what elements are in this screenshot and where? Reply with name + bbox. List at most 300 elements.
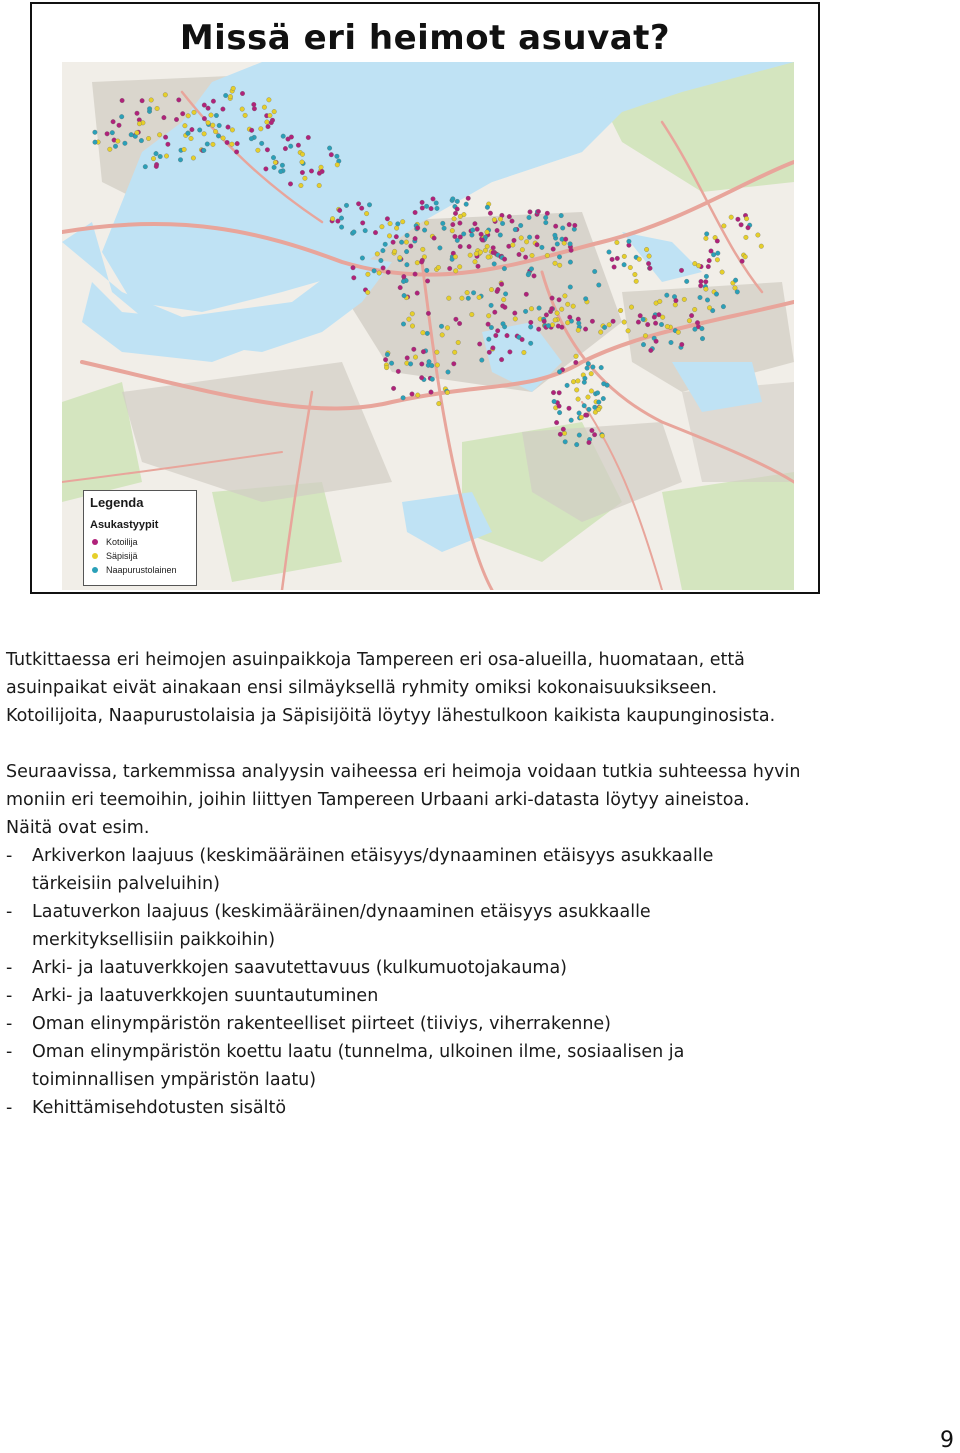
resident-dot: [157, 133, 162, 138]
resident-dot: [147, 107, 152, 112]
resident-dot: [591, 365, 596, 370]
resident-dot: [300, 160, 305, 165]
resident-dot: [550, 323, 555, 328]
resident-dot: [228, 94, 233, 99]
resident-dot: [105, 132, 110, 137]
resident-dot: [421, 349, 426, 354]
resident-dot: [545, 211, 550, 216]
resident-dot: [524, 292, 529, 297]
resident-dot: [487, 337, 492, 342]
resident-dot: [507, 214, 512, 219]
paragraph-2-line: Näitä ovat esim.: [6, 818, 150, 838]
resident-dot: [135, 130, 140, 135]
resident-dot: [430, 377, 435, 382]
resident-dot: [475, 227, 480, 232]
resident-dot: [155, 106, 160, 111]
resident-dot: [392, 249, 397, 254]
resident-dot: [470, 233, 475, 238]
resident-dot: [715, 239, 720, 244]
resident-dot: [495, 329, 500, 334]
resident-dot: [262, 105, 267, 110]
resident-dot: [597, 400, 602, 405]
map-legend: [83, 490, 197, 586]
resident-dot: [458, 244, 463, 249]
paragraph-2-line: Seuraavissa, tarkemmissa analyysin vaiheessa eri heimoja voidaan tutkia suhteessa hyvin: [6, 762, 801, 782]
resident-dot: [720, 270, 725, 275]
resident-dot: [556, 324, 561, 329]
resident-dot: [523, 255, 528, 260]
resident-dot: [576, 317, 581, 322]
resident-dot: [557, 404, 562, 409]
resident-dot: [202, 148, 207, 153]
resident-dot: [601, 382, 606, 387]
resident-dot: [441, 221, 446, 226]
resident-dot: [553, 318, 558, 323]
resident-dot: [544, 220, 549, 225]
resident-dot: [665, 293, 670, 298]
resident-dot: [303, 176, 308, 181]
resident-dot: [336, 219, 341, 224]
resident-dot: [458, 214, 463, 219]
resident-dot: [638, 313, 643, 318]
resident-dot: [413, 272, 418, 277]
resident-dot: [405, 356, 410, 361]
resident-dot: [466, 196, 471, 201]
legend-subtitle: Asukastyypit: [90, 519, 159, 531]
resident-dot: [319, 165, 324, 170]
resident-dot: [137, 121, 142, 126]
resident-dot: [452, 362, 457, 367]
resident-dot: [687, 318, 692, 323]
resident-dot: [280, 163, 285, 168]
resident-dot: [206, 106, 211, 111]
resident-dot: [676, 330, 681, 335]
resident-dot: [442, 226, 447, 231]
resident-dot: [585, 366, 590, 371]
resident-dot: [470, 228, 475, 233]
resident-dot: [554, 420, 559, 425]
resident-dot: [213, 129, 218, 134]
resident-dot: [93, 130, 98, 135]
resident-dot: [111, 119, 116, 124]
resident-dot: [154, 151, 159, 156]
resident-dot: [586, 395, 591, 400]
resident-dot: [498, 217, 503, 222]
resident-dot: [618, 308, 623, 313]
resident-dot: [736, 217, 741, 222]
resident-dot: [529, 320, 534, 325]
resident-dot: [380, 224, 385, 229]
resident-dot: [597, 283, 602, 288]
resident-dot: [669, 340, 674, 345]
resident-dot: [396, 369, 401, 374]
resident-dot: [367, 203, 372, 208]
resident-dot: [281, 134, 286, 139]
resident-dot: [191, 156, 196, 161]
resident-dot: [483, 248, 488, 253]
resident-dot: [383, 357, 388, 362]
list-item-text: Arki- ja laatuverkkojen saavutettavuus (kulkumuotojakauma): [32, 958, 568, 978]
resident-dot: [272, 109, 277, 114]
resident-dot: [447, 296, 452, 301]
resident-dot: [565, 302, 570, 307]
resident-dot: [422, 228, 427, 233]
list-item: [6, 842, 906, 898]
resident-dot: [502, 266, 507, 271]
resident-dot: [421, 330, 426, 335]
resident-dot: [391, 240, 396, 245]
resident-dot: [553, 224, 558, 229]
resident-dot: [601, 396, 606, 401]
resident-dot: [491, 246, 496, 251]
resident-dot: [477, 295, 482, 300]
resident-dot: [265, 120, 270, 125]
resident-dot: [296, 143, 301, 148]
resident-dot: [221, 136, 226, 141]
resident-dot: [409, 244, 414, 249]
resident-dot: [714, 292, 719, 297]
resident-dot: [637, 257, 642, 262]
resident-dot: [402, 293, 407, 298]
resident-dot: [485, 230, 490, 235]
resident-dot: [643, 334, 648, 339]
resident-dot: [528, 210, 533, 215]
resident-dot: [317, 183, 322, 188]
resident-dot: [415, 260, 420, 265]
resident-dot: [438, 246, 443, 251]
resident-dot: [464, 202, 469, 207]
resident-dot: [553, 233, 558, 238]
resident-dot: [563, 237, 568, 242]
resident-dot: [447, 266, 452, 271]
resident-dot: [700, 336, 705, 341]
resident-dot: [592, 269, 597, 274]
resident-dot: [457, 321, 462, 326]
legend-item-naapurustolainen: [90, 563, 190, 577]
resident-dot: [473, 221, 478, 226]
resident-dot: [744, 216, 749, 221]
resident-dot: [450, 228, 455, 233]
resident-dot: [590, 428, 595, 433]
resident-dot: [383, 242, 388, 247]
resident-dot: [523, 309, 528, 314]
resident-dot: [510, 219, 515, 224]
resident-dot: [189, 136, 194, 141]
resident-dot: [455, 207, 460, 212]
list-item-text: Arki- ja laatuverkkojen suuntautuminen: [32, 986, 379, 1006]
resident-dot: [381, 248, 386, 253]
resident-dot: [692, 307, 697, 312]
resident-dot: [174, 117, 179, 122]
resident-dot: [636, 320, 641, 325]
resident-dot: [120, 98, 125, 103]
resident-dot: [569, 248, 574, 253]
resident-dot: [413, 210, 418, 215]
resident-dot: [288, 144, 293, 149]
resident-dot: [517, 252, 522, 257]
resident-dot: [146, 136, 151, 141]
resident-dot: [489, 303, 494, 308]
resident-dot: [682, 297, 687, 302]
resident-dot: [420, 362, 425, 367]
resident-dot: [665, 324, 670, 329]
resident-dot: [707, 258, 712, 263]
resident-dot: [527, 215, 532, 220]
resident-dot: [679, 268, 684, 273]
resident-dot: [266, 124, 271, 129]
resident-dot: [576, 379, 581, 384]
resident-dot: [389, 361, 394, 366]
resident-dot: [587, 407, 592, 412]
resident-dot: [513, 311, 518, 316]
resident-dot: [560, 226, 565, 231]
resident-dot: [299, 183, 304, 188]
resident-dot: [385, 217, 390, 222]
resident-dot: [592, 432, 597, 437]
resident-dot: [477, 342, 482, 347]
list-item: [6, 954, 906, 982]
paragraph-1-line: Kotoilijoita, Naapurustolaisia ja Säpisijöitä löytyy lähestulkoon kaikista kaupunginosista.: [6, 706, 776, 726]
resident-dot: [574, 388, 579, 393]
resident-dot: [206, 121, 211, 126]
resident-dot: [360, 256, 365, 261]
resident-dot: [555, 311, 560, 316]
resident-dot: [555, 242, 560, 247]
resident-dot: [425, 331, 430, 336]
resident-dot: [598, 330, 603, 335]
resident-dot: [536, 209, 541, 214]
resident-dot: [317, 171, 322, 176]
resident-dot: [519, 236, 524, 241]
resident-dot: [551, 390, 556, 395]
paragraph-2-line: moniin eri teemoihin, joihin liittyen Tampereen Urbaani arki-datasta löytyy aineistoa.: [6, 790, 750, 810]
resident-dot: [503, 292, 508, 297]
resident-dot: [653, 321, 658, 326]
resident-dot: [568, 285, 573, 290]
resident-dot: [384, 365, 389, 370]
resident-dot: [243, 113, 248, 118]
resident-dot: [401, 279, 406, 284]
resident-dot: [626, 329, 631, 334]
list-item: [6, 982, 906, 1010]
resident-dot: [622, 262, 627, 267]
resident-dot: [202, 116, 207, 121]
resident-dot: [413, 236, 418, 241]
resident-dot: [704, 280, 709, 285]
list-item-text: Laatuverkon laajuus (keskimääräinen/dynaaminen etäisyys asukkaalle: [32, 902, 651, 922]
resident-dot: [756, 233, 761, 238]
resident-dot: [385, 352, 390, 357]
resident-dot: [552, 399, 557, 404]
resident-dot: [430, 363, 435, 368]
resident-dot: [461, 232, 466, 237]
resident-dot: [226, 125, 231, 130]
resident-dot: [540, 245, 545, 250]
resident-dot: [154, 164, 159, 169]
resident-dot: [235, 141, 240, 146]
resident-dot: [563, 294, 568, 299]
resident-dot: [139, 138, 144, 143]
resident-dot: [587, 440, 592, 445]
resident-dot: [641, 317, 646, 322]
resident-dot: [278, 169, 283, 174]
list-item: [6, 898, 906, 954]
resident-dot: [474, 252, 479, 257]
resident-dot: [634, 279, 639, 284]
resident-dot: [569, 418, 574, 423]
resident-dot: [557, 370, 562, 375]
resident-dot: [420, 200, 425, 205]
resident-dot: [435, 363, 440, 368]
legend-dot-kotoilija: [92, 539, 98, 545]
resident-dot: [489, 287, 494, 292]
resident-dot: [388, 221, 393, 226]
resident-dot: [689, 313, 694, 318]
resident-dot: [230, 142, 235, 147]
resident-dot: [480, 358, 485, 363]
resident-dot: [487, 350, 492, 355]
resident-dot: [611, 319, 616, 324]
resident-dot: [435, 350, 440, 355]
resident-dot: [211, 123, 216, 128]
resident-dot: [456, 340, 461, 345]
resident-dot: [684, 279, 689, 284]
resident-dot: [351, 265, 356, 270]
resident-dot: [695, 320, 700, 325]
list-dash: -: [6, 1014, 13, 1034]
resident-dot: [205, 142, 210, 147]
resident-dot: [457, 265, 462, 270]
resident-dot: [413, 355, 418, 360]
resident-dot: [209, 113, 214, 118]
resident-dot: [577, 411, 582, 416]
map-title: Missä eri heimot asuvat?: [179, 18, 671, 58]
resident-dot: [528, 325, 533, 330]
resident-dot: [178, 158, 183, 163]
resident-dot: [186, 114, 191, 119]
resident-dot: [759, 244, 764, 249]
resident-dot: [339, 225, 344, 230]
resident-dot: [116, 139, 121, 144]
list-item-text: Arkiverkon laajuus (keskimääräinen etäisyys/dynaaminen etäisyys asukkaalle: [32, 846, 714, 866]
resident-dot: [330, 216, 335, 221]
resident-dot: [705, 298, 710, 303]
resident-dot: [216, 134, 221, 139]
resident-dot: [412, 347, 417, 352]
list-dash: -: [6, 1098, 13, 1118]
resident-dot: [415, 291, 420, 296]
resident-dot: [622, 320, 627, 325]
resident-dot: [565, 320, 570, 325]
resident-dot: [421, 247, 426, 252]
resident-dot: [574, 360, 579, 365]
resident-dot: [452, 217, 457, 222]
resident-dot: [622, 254, 627, 259]
resident-dot: [268, 113, 273, 118]
resident-dot: [633, 272, 638, 277]
resident-dot: [576, 397, 581, 402]
resident-dot: [429, 206, 434, 211]
resident-dot: [231, 86, 236, 91]
resident-dot: [460, 296, 465, 301]
resident-dot: [309, 169, 314, 174]
resident-dot: [565, 383, 570, 388]
paragraph-1-line: Tutkittaessa eri heimojen asuinpaikkoja Tampereen eri osa-alueilla, huomataan, että: [6, 650, 745, 670]
resident-dot: [696, 263, 701, 268]
resident-dot: [476, 264, 481, 269]
resident-dot: [365, 290, 370, 295]
resident-dot: [654, 339, 659, 344]
resident-dot: [513, 317, 518, 322]
resident-dot: [366, 272, 371, 277]
resident-dot: [501, 297, 506, 302]
resident-dot: [306, 135, 311, 140]
resident-dot: [505, 333, 510, 338]
resident-dot: [202, 103, 207, 108]
resident-dot: [431, 197, 436, 202]
resident-dot: [658, 299, 663, 304]
resident-dot: [458, 221, 463, 226]
list-item: [6, 1010, 906, 1038]
resident-dot: [163, 93, 168, 98]
resident-dot: [577, 321, 582, 326]
resident-dot: [704, 274, 709, 279]
resident-dot: [445, 390, 450, 395]
resident-dot: [577, 433, 582, 438]
resident-dot: [491, 346, 496, 351]
resident-dot: [590, 319, 595, 324]
resident-dot: [129, 132, 134, 137]
resident-dot: [707, 306, 712, 311]
legend-item-kotoilija: [90, 535, 190, 549]
page-number: 9: [940, 1428, 954, 1453]
resident-dot: [527, 235, 532, 240]
resident-dot: [135, 111, 140, 116]
resident-dot: [733, 286, 738, 291]
resident-dot: [486, 255, 491, 260]
resident-dot: [93, 140, 98, 145]
resident-dot: [648, 266, 653, 271]
resident-dot: [508, 350, 513, 355]
resident-dot: [149, 98, 154, 103]
resident-dot: [386, 270, 391, 275]
list-item: [6, 1038, 906, 1094]
resident-dot: [470, 312, 475, 317]
resident-dot: [110, 130, 115, 135]
resident-dot: [446, 370, 451, 375]
resident-dot: [402, 274, 407, 279]
resident-dot: [398, 255, 403, 260]
resident-dot: [439, 324, 444, 329]
resident-dot: [520, 247, 525, 252]
legend-title: Legenda: [90, 495, 144, 510]
resident-dot: [269, 120, 274, 125]
list-item-text: tärkeisiin palveluihin): [32, 874, 220, 894]
resident-dot: [573, 223, 578, 228]
resident-dot: [158, 154, 163, 159]
resident-dot: [234, 150, 239, 155]
resident-dot: [225, 140, 230, 145]
resident-dot: [680, 342, 685, 347]
resident-dot: [190, 127, 195, 132]
resident-dot: [551, 247, 556, 252]
resident-dot: [599, 365, 604, 370]
resident-dot: [699, 279, 704, 284]
resident-dot: [600, 434, 605, 439]
resident-dot: [401, 396, 406, 401]
resident-dot: [344, 203, 349, 208]
resident-dot: [698, 295, 703, 300]
